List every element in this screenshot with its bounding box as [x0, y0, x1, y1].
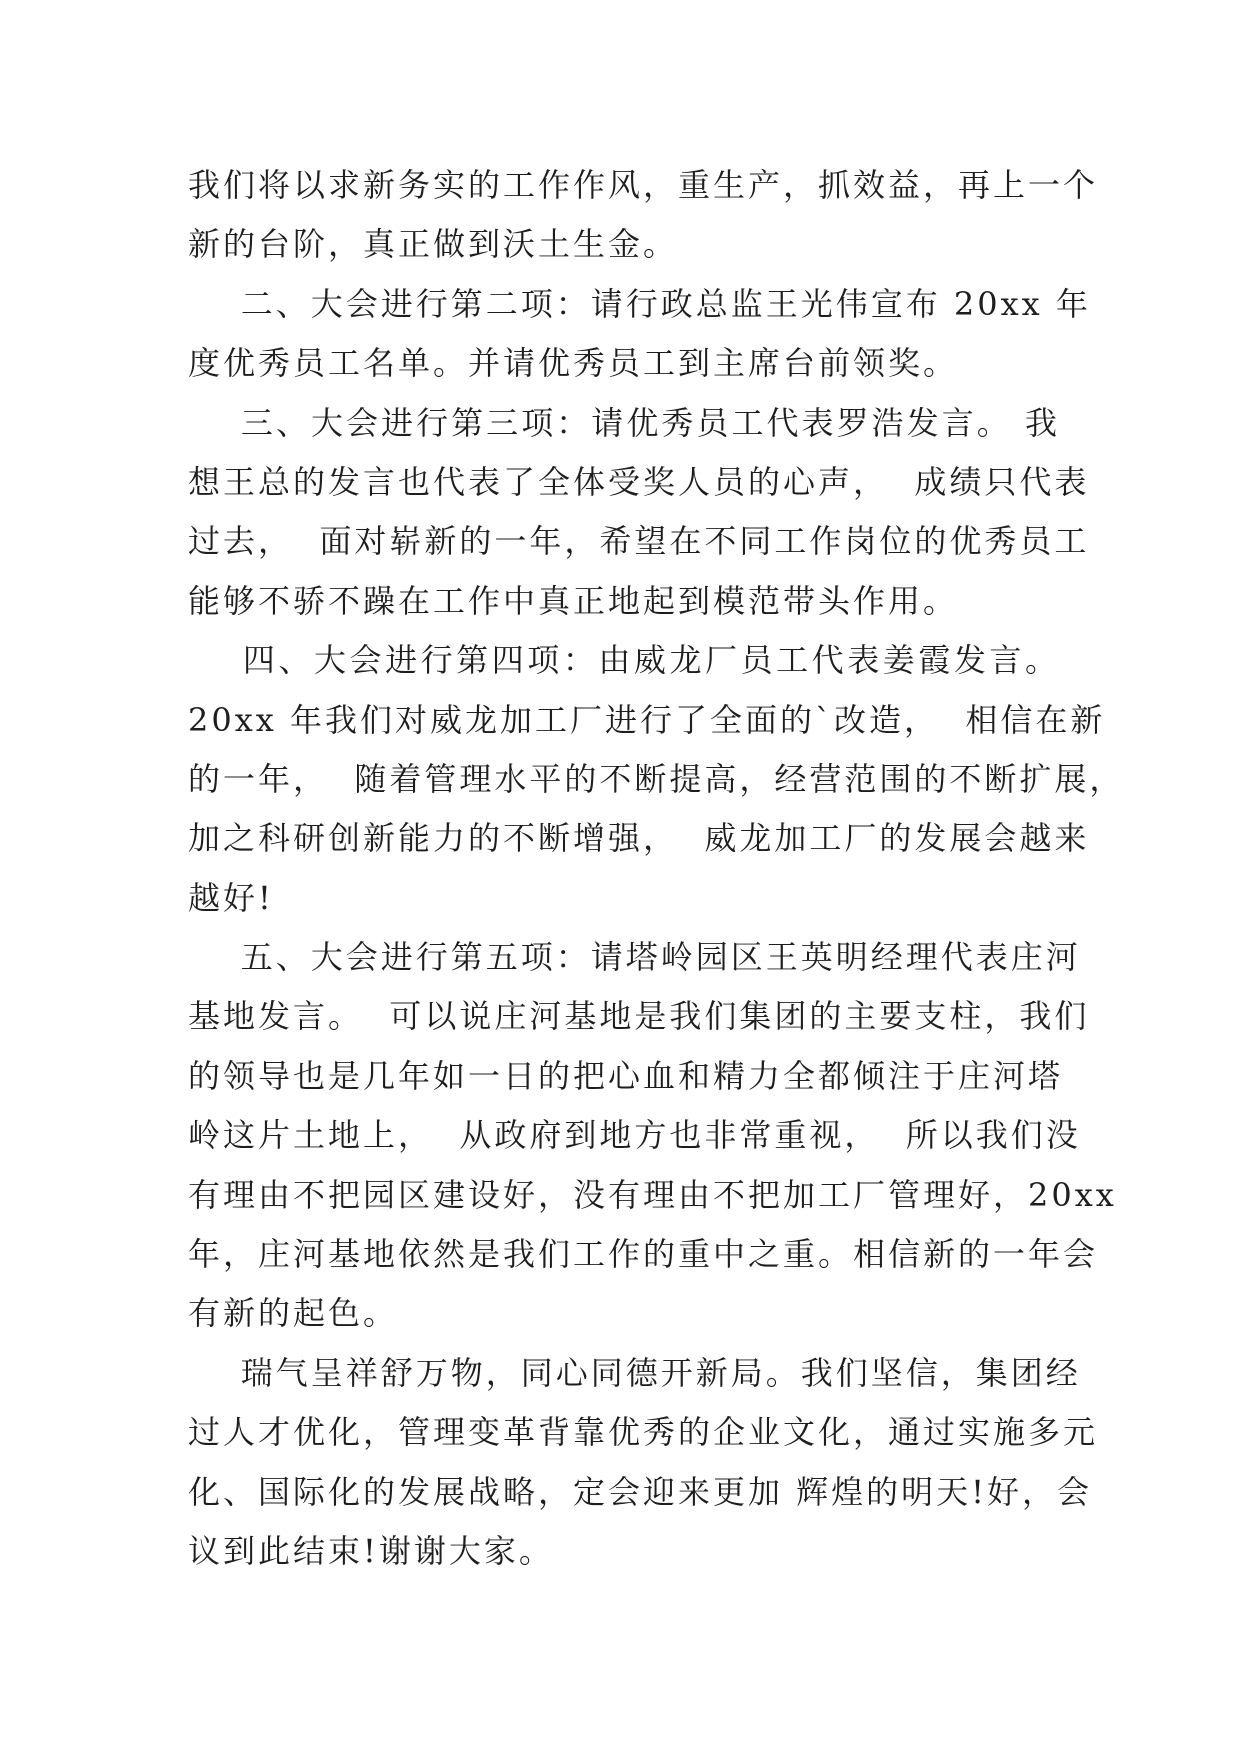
text-line: 我们将以求新务实的工作作风，重生产，抓效益，再上一个: [188, 166, 1099, 204]
text-line: 年，庄河基地依然是我们工作的重中之重。相信新的一年会: [188, 1235, 1099, 1274]
text-line: 二、大会进行第二项：请行政总监王光伟宣布 20xx 年: [188, 284, 1091, 323]
text-line: 五、大会进行第五项：请塔岭园区王英明经理代表庄河: [188, 938, 1081, 977]
text-line: 加之科研创新能力的不断增强， 威龙加工厂的发展会越来: [188, 819, 1090, 858]
text-line: 议到此结束!谢谢大家。: [188, 1531, 554, 1570]
text-line: 度优秀员工名单。并请优秀员工到主席台前领奖。: [188, 344, 959, 383]
text-line: 三、大会进行第三项：请优秀员工代表罗浩发言。 我: [188, 403, 1060, 442]
text-line: 四、大会进行第四项：由威龙厂员工代表姜霞发言。: [188, 641, 1060, 680]
text-line: 的领导也是几年如一日的把心血和精力全都倾注于庄河塔: [188, 1056, 1064, 1095]
text-line: 有新的起色。: [188, 1294, 399, 1333]
text-line: 的一年， 随着管理水平的不断提高，经营范围的不断扩展，: [188, 759, 1125, 798]
text-line: 化、国际化的发展战略，定会迎来更加 辉煌的明天!好，会: [188, 1472, 1093, 1511]
text-line: 20xx 年我们对威龙加工厂进行了全面的`改造， 相信在新: [188, 700, 1106, 739]
text-line: 有理由不把园区建设好，没有理由不把加工厂管理好，20xx: [188, 1175, 1117, 1214]
text-line: 基地发言。 可以说庄河基地是我们集团的主要支柱，我们: [188, 997, 1090, 1036]
text-line: 过人才优化，管理变革背靠优秀的企业文化，通过实施多元: [188, 1413, 1099, 1452]
text-line: 能够不骄不躁在工作中真正地起到模范带头作用。: [188, 581, 959, 620]
text-line: 新的台阶，真正做到沃土生金。: [188, 225, 679, 264]
text-line: 想王总的发言也代表了全体受奖人员的心声， 成绩只代表: [188, 462, 1090, 501]
text-line: 越好!: [188, 878, 274, 917]
text-line: 岭这片土地上， 从政府到地方也非常重视， 所以我们没: [188, 1116, 1081, 1155]
text-line: 瑞气呈祥舒万物，同心同德开新局。我们坚信，集团经: [188, 1353, 1081, 1392]
text-line: 过去， 面对崭新的一年，希望在不同工作岗位的优秀员工: [188, 522, 1090, 561]
document-body: [188, 156, 1125, 1581]
